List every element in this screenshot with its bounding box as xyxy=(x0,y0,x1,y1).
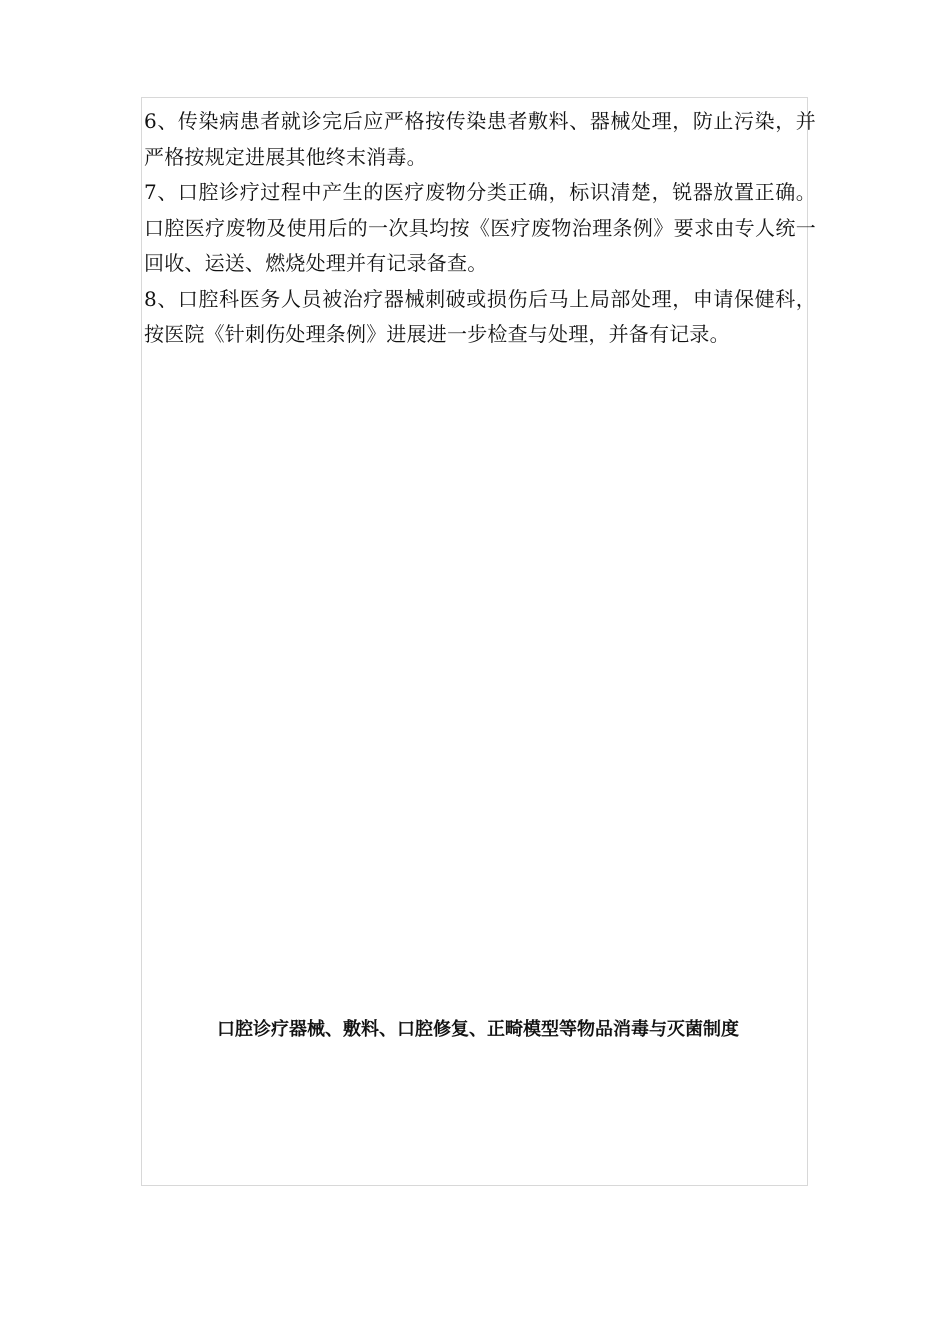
section-title: 口腔诊疗器械、敷料、口腔修复、正畸模型等物品消毒与灭菌制度 xyxy=(217,1019,739,1040)
paragraph-item-6: 6、传染病患者就诊完后应严格按传染患者敷料、器械处理，防止污染，并严格按规定进展其他终末消毒。 xyxy=(144,109,816,169)
document-body xyxy=(144,104,816,353)
paragraph-item-7: 7、口腔诊疗过程中产生的医疗废物分类正确，标识清楚，锐器放置正确。口腔医疗废物及使用后的一次具均按《医疗废物治理条例》要求由专人统一回收、运送、燃烧处理并有记录备查。 xyxy=(144,180,816,275)
paragraph-item-8: 8、口腔科医务人员被治疗器械刺破或损伤后马上局部处理，申请保健科，按医院《针刺伤处理条例》进展进一步检查与处理，并备有记录。 xyxy=(144,286,816,346)
